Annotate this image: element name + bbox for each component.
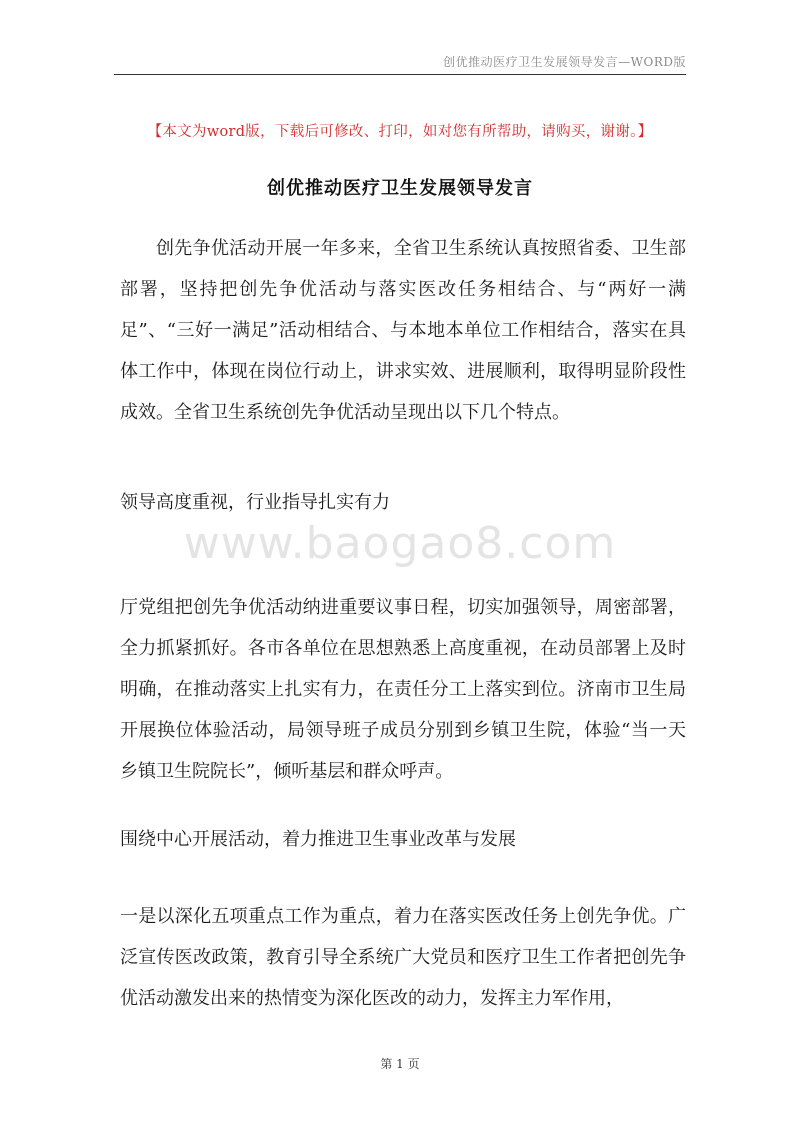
body-paragraph: 创先争优活动开展一年多来，全省卫生系统认真按照省委、卫生部部署，坚持把创先争优活动与落实医改任务相结合、与“两好一满足”、“三好一满足”活动相结合、与本地本单位工作相结合，落实在具体工作中，体现在岗位行动上，讲求实效、进展顺利，取得明显阶段性成效。全省卫生系统创先争优活动呈现出以下几个特点。: [120, 238, 686, 423]
watermark: www.baogao8.com: [183, 518, 617, 569]
header-divider: [114, 74, 686, 75]
document-title: 创优推动医疗卫生发展领导发言: [267, 178, 533, 199]
body-paragraph: 一是以深化五项重点工作为重点，着力在落实医改任务上创先争优。广泛宣传医改政策，教育引导全系统广大党员和医疗卫生工作者把创先争优活动激发出来的热情变为深化医改的动力，发挥主力军作用，: [120, 906, 686, 1009]
running-header: 创优推动医疗卫生发展领导发言—WORD版: [443, 55, 686, 69]
purchase-notice: 【本文为word版，下载后可修改、打印，如对您有所帮助，请购买，谢谢。】: [147, 124, 653, 140]
body-paragraph: 厅党组把创先争优活动纳进重要议事日程，切实加强领导，周密部署，全力抓紧抓好。各市各单位在思想熟悉上高度重视，在动员部署上及时明确，在推动落实上扎实有力，在责任分工上落实到位。济南市卫生局开展换位体验活动，局领导班子成员分别到乡镇卫生院，体验“当一天乡镇卫生院院长”，倾听基层和群众呼声。: [120, 597, 686, 782]
section-heading: 围绕中心开展活动，着力推进卫生事业改革与发展: [120, 829, 516, 850]
section-heading: 领导高度重视，行业指导扎实有力: [120, 492, 390, 513]
page-number: 第 1 页: [380, 1057, 420, 1071]
